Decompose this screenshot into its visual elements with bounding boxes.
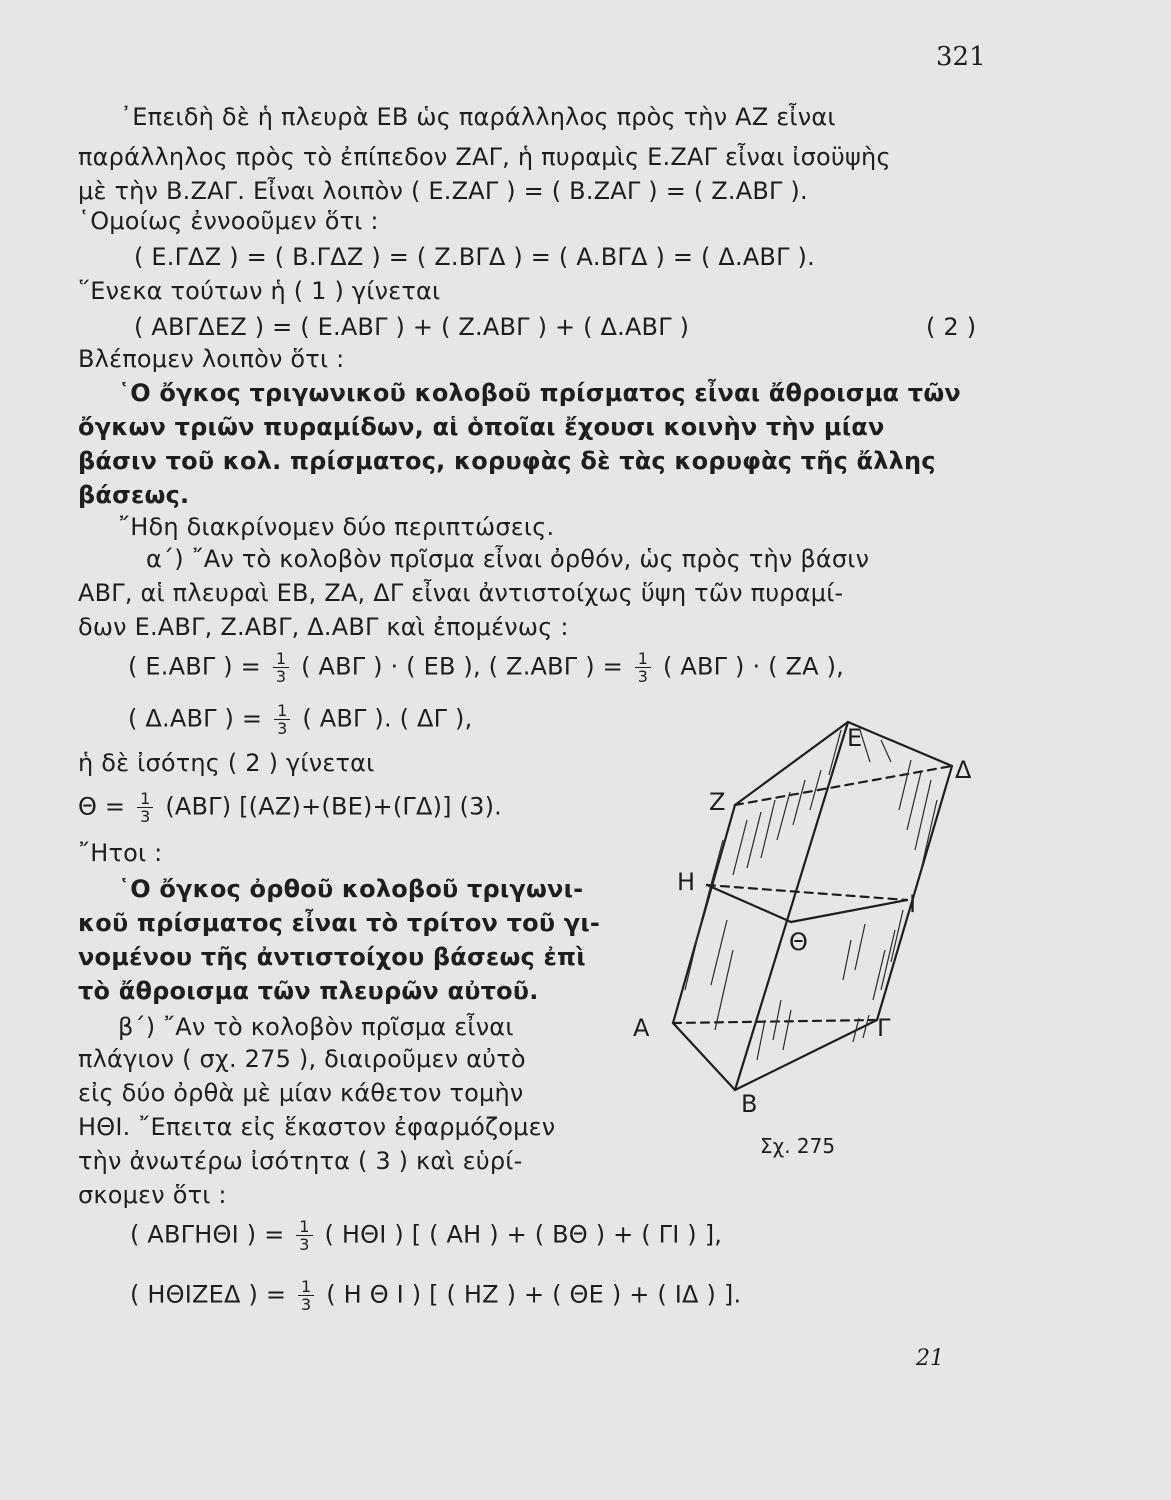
text-line: α΄) ῎Αν τὸ κολοβὸν πρῖσμα εἶναι ὀρθόν, ὡς πρὸς τὴν βάσιν: [146, 545, 870, 573]
theorem-line: κοῦ πρίσματος εἶναι τὸ τρίτον τοῦ γι-: [78, 909, 601, 937]
text-line: ῞Ενεκα τούτων ἡ ( 1 ) γίνεται: [78, 277, 441, 305]
text-line: δων Ε.ΑΒΓ, Ζ.ΑΒΓ, Δ.ΑΒΓ καὶ ἐπομένως :: [78, 613, 569, 641]
edge-AB: [673, 1023, 735, 1090]
label-Z: Ζ: [709, 788, 726, 816]
fraction-one-third: $\frac{1}{3}$: [137, 790, 153, 825]
theorem-line: ῾Ο ὄγκος τριγωνικοῦ κολοβοῦ πρίσματος εἶναι ἄθροισμα τῶν: [118, 379, 961, 407]
edge-ZE: [735, 722, 848, 805]
theorem-line: τὸ ἄθροισμα τῶν πλευρῶν αὐτοῦ.: [78, 977, 539, 1005]
label-E: Ε: [847, 724, 863, 752]
formula-heights-2: ( Δ.ΑΒΓ ) = $\frac{1}{3}$ ( ΑΒΓ ). ( ΔΓ ),: [128, 701, 473, 738]
text-line: εἰς δύο ὀρθὰ μὲ μίαν κάθετον τομὴν: [78, 1079, 524, 1107]
text-line: τὴν ἀνωτέρω ἰσότητα ( 3 ) καὶ εὑρί-: [78, 1147, 523, 1175]
text-line: ῾Ομοίως ἐννοοῦμεν ὅτι :: [78, 207, 379, 235]
fraction-one-third: $\frac{1}{3}$: [274, 702, 290, 737]
equation-line: ( Ε.ΓΔΖ ) = ( Β.ΓΔΖ ) = ( Ζ.ΒΓΔ ) = ( Α.ΒΓΔ ) = ( Δ.ΑΒΓ ).: [134, 243, 815, 271]
formula-lower-part: ( ΑΒΓΗΘΙ ) = $\frac{1}{3}$ ( ΗΘΙ ) [ ( ΑΗ ) + ( ΒΘ ) + ( ΓΙ ) ],: [130, 1217, 723, 1254]
label-I: Ι: [909, 890, 917, 918]
theorem-line: βάσεως.: [78, 481, 190, 509]
edge-ZA: [673, 805, 735, 1023]
label-Delta: Δ: [955, 756, 972, 784]
fraction-one-third: $\frac{1}{3}$: [635, 650, 651, 685]
theorem-line: βάσιν τοῦ κολ. πρίσματος, κορυφὰς δὲ τὰς κορυφὰς τῆς ἄλλης: [78, 447, 936, 475]
text-line: ΑΒΓ, αἱ πλευραὶ ΕΒ, ΖΑ, ΔΓ εἶναι ἀντιστοίχως ὕψη τῶν πυραμί-: [78, 579, 844, 607]
prism-figure: [615, 700, 995, 1134]
fraction-one-third: $\frac{1}{3}$: [273, 650, 289, 685]
formula-heights: ( Ε.ΑΒΓ ) = $\frac{1}{3}$ ( ΑΒΓ ) · ( ΕΒ ), ( Ζ.ΑΒΓ ) = $\frac{1}{3}$ ( ΑΒΓ ) · ( ΖΑ ),: [128, 649, 844, 686]
text-line: σκομεν ὅτι :: [78, 1181, 227, 1209]
truncated-prism-diagram: [615, 700, 995, 1130]
theorem-line: νομένου τῆς ἀντιστοίχου βάσεως ἐπὶ: [78, 943, 586, 971]
label-A: Α: [633, 1014, 650, 1042]
theorem-line: ὄγκων τριῶν πυραμίδων, αἱ ὁποῖαι ἔχουσι κοινὴν τὴν μίαν: [78, 413, 885, 441]
label-B: Β: [741, 1090, 758, 1118]
text-line: ᾿Επειδὴ δὲ ἡ πλευρὰ ΕΒ ὡς παράλληλος πρὸς τὴν ΑΖ εἶναι: [120, 103, 836, 131]
text-line: μὲ τὴν Β.ΖΑΓ. Εἶναι λοιπὸν ( Ε.ΖΑΓ ) = ( Β.ΖΑΓ ) = ( Ζ.ΑΒΓ ).: [78, 177, 808, 205]
fraction-one-third: $\frac{1}{3}$: [296, 1218, 312, 1253]
label-Theta: Θ: [789, 928, 808, 956]
text-line: παράλληλος πρὸς τὸ ἐπίπεδον ΖΑΓ, ἡ πυραμὶς Ε.ΖΑΓ εἶναι ἰσοϋψὴς: [78, 143, 891, 171]
fraction-one-third: $\frac{1}{3}$: [298, 1278, 314, 1313]
text-line: ΗΘΙ. ῎Επειτα εἰς ἕκαστον ἐφαρμόζομεν: [78, 1113, 556, 1141]
text-line: β΄) ῎Αν τὸ κολοβὸν πρῖσμα εἶναι: [118, 1013, 514, 1041]
formula-upper-part: ( ΗΘΙΖΕΔ ) = $\frac{1}{3}$ ( Η Θ Ι ) [ ( ΗΖ ) + ( ΘΕ ) + ( ΙΔ ) ].: [130, 1277, 742, 1314]
text-line: πλάγιον ( σχ. 275 ), διαιροῦμεν αὐτὸ: [78, 1045, 526, 1073]
edge-AG-hidden: [673, 1020, 877, 1023]
edge-ZD-hidden: [735, 766, 952, 805]
label-Gamma: Γ: [877, 1014, 891, 1042]
text-line: ῎Ητοι :: [78, 839, 163, 867]
text-line: ἡ δὲ ἰσότης ( 2 ) γίνεται: [78, 749, 375, 777]
page-number: 321: [936, 42, 986, 72]
signature-number: 21: [916, 1346, 944, 1371]
label-H: Η: [677, 868, 696, 896]
text-line: ῎Ηδη διακρίνομεν δύο περιπτώσεις.: [118, 513, 555, 541]
theorem-line: ῾Ο ὄγκος ὀρθοῦ κολοβοῦ τριγωνι-: [118, 875, 584, 903]
shading-hatching: [685, 730, 937, 1060]
formula-volume: Θ = $\frac{1}{3}$ (ΑΒΓ) [(ΑΖ)+(ΒΕ)+(ΓΔ)] (3).: [78, 789, 502, 826]
equation-line: ( ΑΒΓΔΕΖ ) = ( Ε.ΑΒΓ ) + ( Ζ.ΑΒΓ ) + ( Δ.ΑΒΓ ): [134, 313, 690, 341]
equation-number: ( 2 ): [926, 313, 977, 341]
text-line: Βλέπομεν λοιπὸν ὅτι :: [78, 345, 345, 373]
figure-caption: Σχ. 275: [760, 1134, 836, 1158]
edge-ThetaI: [791, 900, 907, 922]
edge-ED: [848, 722, 952, 766]
